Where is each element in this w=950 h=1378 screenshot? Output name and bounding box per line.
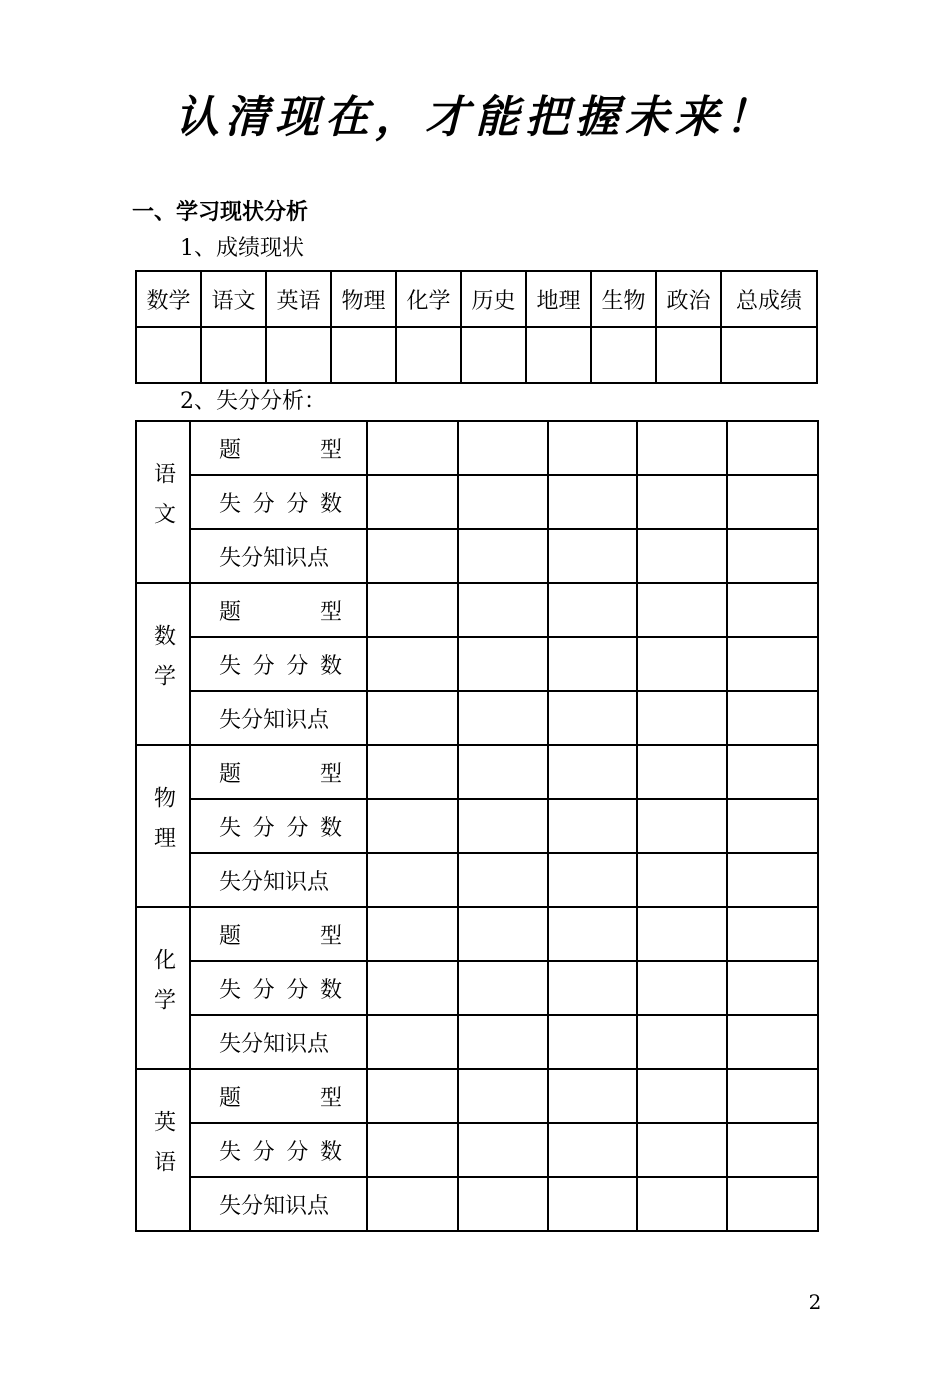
grade-input-cell[interactable]: [266, 327, 331, 383]
row-label: 失 分 分 数: [190, 637, 367, 691]
analysis-input-cell[interactable]: [637, 1123, 727, 1177]
row-label: 题 型: [190, 583, 367, 637]
analysis-input-cell[interactable]: [548, 1015, 637, 1069]
analysis-input-cell[interactable]: [367, 529, 458, 583]
subject-label: 语文: [136, 421, 190, 583]
analysis-input-cell[interactable]: [548, 637, 637, 691]
grades-header-cell: 化学: [396, 271, 461, 327]
question-type-row: [136, 421, 818, 475]
analysis-input-cell[interactable]: [367, 799, 458, 853]
points-lost-row: [136, 475, 818, 529]
grades-value-row: [136, 327, 817, 383]
analysis-input-cell[interactable]: [548, 1123, 637, 1177]
row-label: 失分知识点: [190, 691, 367, 745]
knowledge-points-row: [136, 529, 818, 583]
analysis-input-cell[interactable]: [548, 1069, 637, 1123]
loss-analysis-table: [135, 420, 819, 1232]
grades-header-cell: 生物: [591, 271, 656, 327]
points-lost-row: [136, 799, 818, 853]
analysis-input-cell[interactable]: [548, 1177, 637, 1231]
knowledge-points-row: [136, 1177, 818, 1231]
analysis-input-cell[interactable]: [367, 691, 458, 745]
analysis-input-cell[interactable]: [458, 529, 548, 583]
analysis-input-cell[interactable]: [548, 799, 637, 853]
analysis-input-cell[interactable]: [637, 907, 727, 961]
knowledge-points-row: [136, 1015, 818, 1069]
grades-header-cell: 政治: [656, 271, 721, 327]
question-type-row: [136, 907, 818, 961]
grade-input-cell[interactable]: [591, 327, 656, 383]
points-lost-row: [136, 961, 818, 1015]
analysis-input-cell[interactable]: [637, 1069, 727, 1123]
analysis-input-cell[interactable]: [458, 1123, 548, 1177]
analysis-input-cell[interactable]: [727, 1015, 818, 1069]
analysis-input-cell[interactable]: [637, 529, 727, 583]
subject-label: 化学: [136, 907, 190, 1069]
page-number: 2: [808, 1290, 822, 1314]
analysis-input-cell[interactable]: [548, 745, 637, 799]
analysis-input-cell[interactable]: [458, 853, 548, 907]
row-label: 失 分 分 数: [190, 961, 367, 1015]
analysis-input-cell[interactable]: [458, 745, 548, 799]
grades-header-cell: 历史: [461, 271, 526, 327]
analysis-input-cell[interactable]: [367, 583, 458, 637]
analysis-input-cell[interactable]: [727, 691, 818, 745]
grade-input-cell[interactable]: [331, 327, 396, 383]
analysis-input-cell[interactable]: [458, 799, 548, 853]
analysis-input-cell[interactable]: [727, 637, 818, 691]
analysis-input-cell[interactable]: [727, 745, 818, 799]
grade-input-cell[interactable]: [721, 327, 817, 383]
analysis-input-cell[interactable]: [367, 961, 458, 1015]
grades-header-cell: 地理: [526, 271, 591, 327]
analysis-input-cell[interactable]: [548, 853, 637, 907]
points-lost-row: [136, 637, 818, 691]
grade-input-cell[interactable]: [396, 327, 461, 383]
row-label: 失分知识点: [190, 853, 367, 907]
analysis-input-cell[interactable]: [727, 475, 818, 529]
points-lost-row: [136, 1123, 818, 1177]
analysis-input-cell[interactable]: [458, 1177, 548, 1231]
analysis-input-cell[interactable]: [727, 907, 818, 961]
analysis-input-cell[interactable]: [367, 475, 458, 529]
row-label: 失 分 分 数: [190, 799, 367, 853]
row-label: 题 型: [190, 907, 367, 961]
loss-analysis-subheading: 2、失分分析：: [180, 389, 326, 414]
analysis-input-cell[interactable]: [367, 1069, 458, 1123]
question-type-row: [136, 583, 818, 637]
analysis-input-cell[interactable]: [727, 529, 818, 583]
grade-input-cell[interactable]: [136, 327, 201, 383]
row-label: 题 型: [190, 745, 367, 799]
analysis-input-cell[interactable]: [548, 529, 637, 583]
analysis-input-cell[interactable]: [458, 907, 548, 961]
analysis-input-cell[interactable]: [637, 961, 727, 1015]
subject-label: 物理: [136, 745, 190, 907]
row-label: 失 分 分 数: [190, 1123, 367, 1177]
grades-subheading: 1、成绩现状: [180, 236, 304, 261]
row-label: 题 型: [190, 1069, 367, 1123]
analysis-input-cell[interactable]: [458, 583, 548, 637]
analysis-input-cell[interactable]: [367, 1177, 458, 1231]
analysis-input-cell[interactable]: [637, 475, 727, 529]
analysis-input-cell[interactable]: [367, 853, 458, 907]
analysis-input-cell[interactable]: [458, 691, 548, 745]
section-heading: 一、学习现状分析: [132, 200, 309, 225]
grades-header-cell: 物理: [331, 271, 396, 327]
knowledge-points-row: [136, 853, 818, 907]
analysis-input-cell[interactable]: [727, 1069, 818, 1123]
grade-input-cell[interactable]: [461, 327, 526, 383]
grades-header-cell: 数学: [136, 271, 201, 327]
analysis-input-cell[interactable]: [548, 691, 637, 745]
analysis-input-cell[interactable]: [458, 475, 548, 529]
analysis-input-cell[interactable]: [367, 745, 458, 799]
subject-label: 数学: [136, 583, 190, 745]
analysis-input-cell[interactable]: [367, 637, 458, 691]
analysis-input-cell[interactable]: [548, 583, 637, 637]
grades-table: [135, 270, 818, 384]
question-type-row: [136, 745, 818, 799]
analysis-input-cell[interactable]: [548, 475, 637, 529]
analysis-input-cell[interactable]: [637, 799, 727, 853]
analysis-input-cell[interactable]: [727, 961, 818, 1015]
grades-header-row: [136, 271, 817, 327]
page-title: 认清现在，才能把握未来！: [175, 92, 775, 143]
analysis-input-cell[interactable]: [727, 799, 818, 853]
analysis-input-cell[interactable]: [548, 907, 637, 961]
analysis-input-cell[interactable]: [637, 745, 727, 799]
grades-header-cell: 语文: [201, 271, 266, 327]
row-label: 失分知识点: [190, 529, 367, 583]
analysis-input-cell[interactable]: [367, 421, 458, 475]
analysis-input-cell[interactable]: [548, 421, 637, 475]
analysis-input-cell[interactable]: [637, 421, 727, 475]
row-label: 失 分 分 数: [190, 475, 367, 529]
analysis-input-cell[interactable]: [458, 961, 548, 1015]
analysis-input-cell[interactable]: [367, 1123, 458, 1177]
knowledge-points-row: [136, 691, 818, 745]
analysis-input-cell[interactable]: [727, 1123, 818, 1177]
grade-input-cell[interactable]: [656, 327, 721, 383]
analysis-input-cell[interactable]: [458, 1069, 548, 1123]
analysis-input-cell[interactable]: [727, 421, 818, 475]
row-label: 失分知识点: [190, 1015, 367, 1069]
analysis-input-cell[interactable]: [637, 1177, 727, 1231]
analysis-input-cell[interactable]: [458, 637, 548, 691]
analysis-input-cell[interactable]: [637, 583, 727, 637]
analysis-input-cell[interactable]: [637, 853, 727, 907]
analysis-input-cell[interactable]: [367, 1015, 458, 1069]
analysis-input-cell[interactable]: [458, 1015, 548, 1069]
grade-input-cell[interactable]: [201, 327, 266, 383]
analysis-input-cell[interactable]: [727, 853, 818, 907]
subject-label: 英语: [136, 1069, 190, 1231]
analysis-input-cell[interactable]: [637, 637, 727, 691]
grades-header-cell: 总成绩: [721, 271, 817, 327]
row-label: 题 型: [190, 421, 367, 475]
question-type-row: [136, 1069, 818, 1123]
grades-header-cell: 英语: [266, 271, 331, 327]
analysis-input-cell[interactable]: [637, 691, 727, 745]
grade-input-cell[interactable]: [526, 327, 591, 383]
analysis-input-cell[interactable]: [548, 961, 637, 1015]
analysis-input-cell[interactable]: [637, 1015, 727, 1069]
row-label: 失分知识点: [190, 1177, 367, 1231]
analysis-input-cell[interactable]: [727, 1177, 818, 1231]
analysis-input-cell[interactable]: [727, 583, 818, 637]
analysis-input-cell[interactable]: [367, 907, 458, 961]
analysis-input-cell[interactable]: [458, 421, 548, 475]
